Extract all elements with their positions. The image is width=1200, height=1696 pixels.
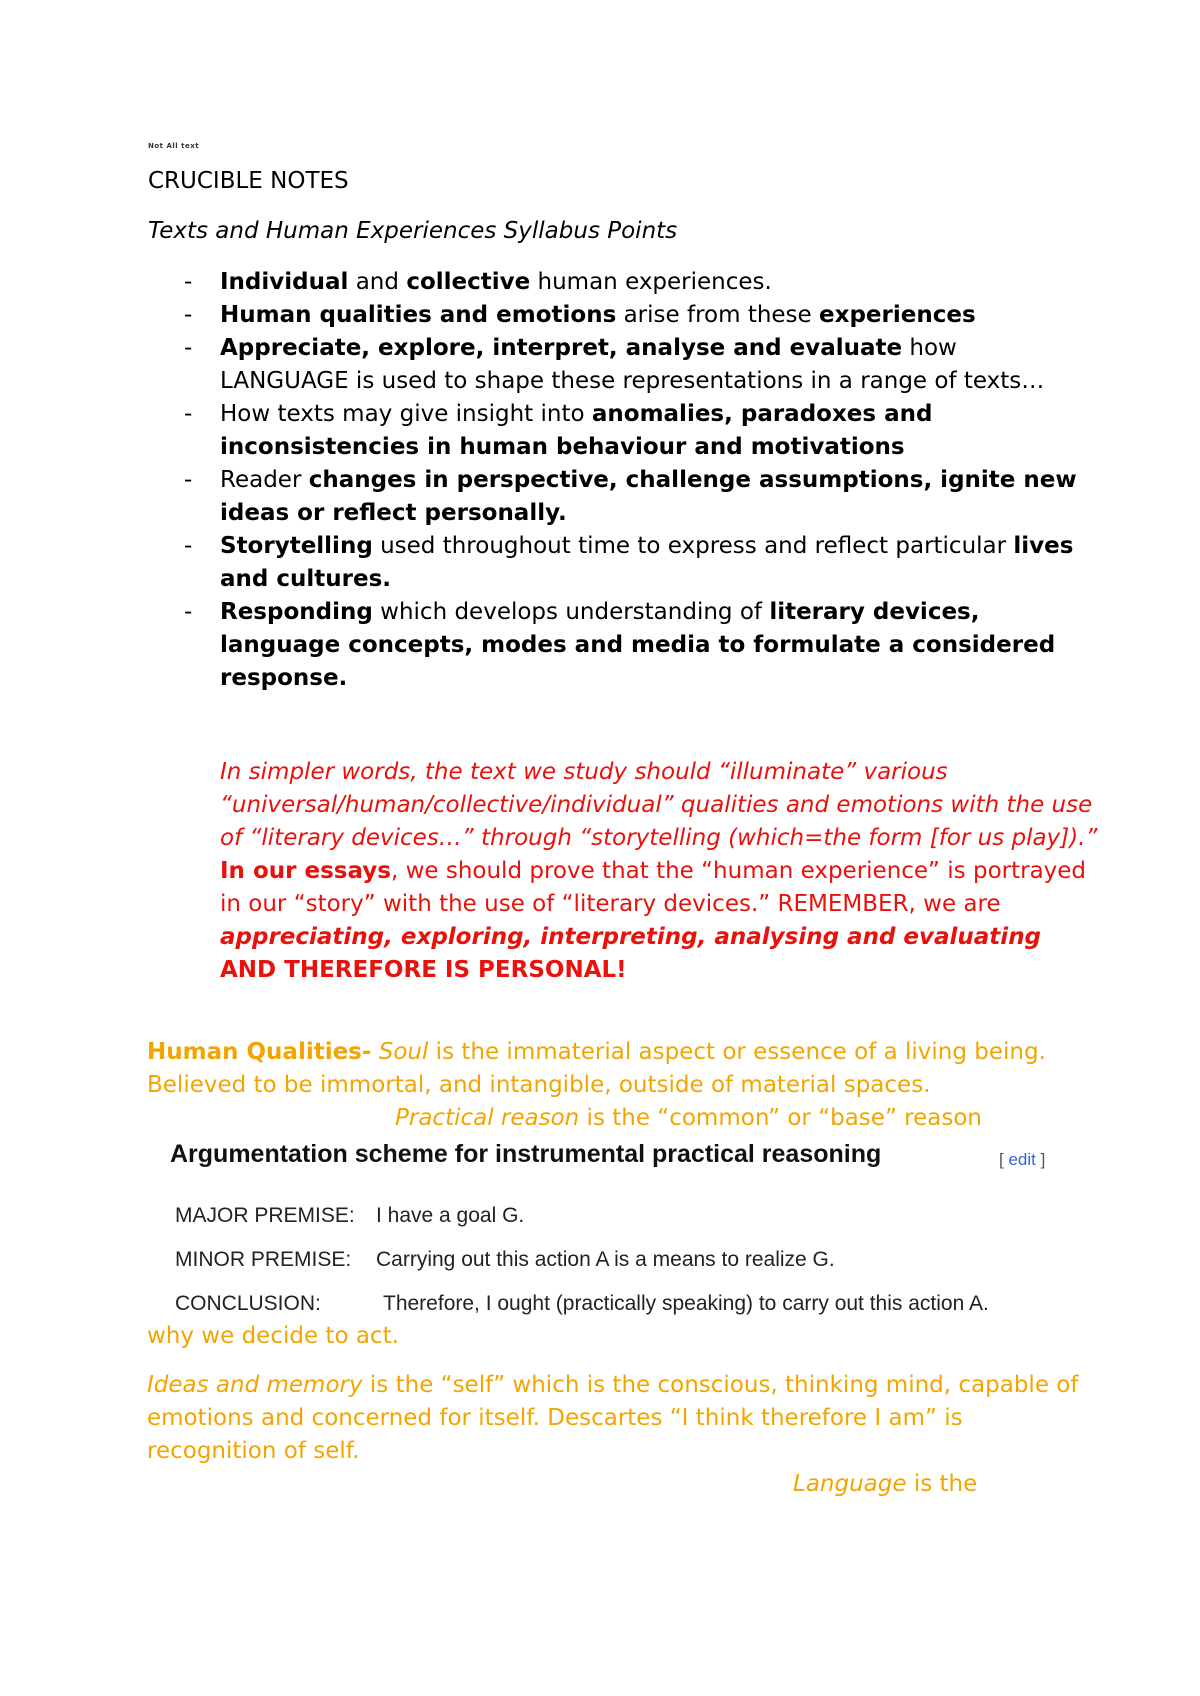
list-item-text: Storytelling [220,533,373,559]
conclusion-text: Therefore, I ought (practically speaking) to carry out this action A. [383,1292,989,1315]
list-item-text: human experiences. [530,269,772,295]
list-item-text: Individual [220,269,349,295]
language-line [793,1468,977,1501]
practical-reason-term: Practical reason [395,1105,580,1131]
red-note-block [220,756,1100,987]
remember-text: REMEMBER, we are [777,891,1001,917]
syllabus-points-list [148,266,1088,695]
essays-paragraph [220,855,1100,987]
minor-premise-label: MINOR PREMISE: [175,1248,352,1271]
edit-section [999,1150,1045,1170]
edit-bracket-close: ] [1035,1150,1046,1169]
page-title: CRUCIBLE NOTES [148,168,349,194]
soul-term: Soul [378,1039,429,1065]
essays-lead: In our essays [220,858,391,884]
major-premise-text: I have a goal G. [376,1204,525,1227]
list-item-text: How texts may give insight into [220,401,592,427]
language-term: Language [793,1471,907,1497]
list-item-text: which develops understanding of [372,599,770,625]
minor-premise-text: Carrying out this action A is a means to realize G. [376,1248,835,1271]
argumentation-title: Argumentation scheme for instrumental practical reasoning [170,1140,882,1168]
list-item [148,398,1088,464]
list-item [148,332,1088,398]
list-item-text: experiences [819,302,976,328]
page-subtitle: Texts and Human Experiences Syllabus Points [148,218,678,244]
list-item [148,464,1088,530]
language-rest: is the [906,1471,978,1497]
list-item-text: how LANGUAGE is used to shape these representations in a range of texts… [220,335,1045,394]
soul-definition: is the immaterial aspect or essence of a living being. Believed to be immortal, and intangible, outside of material spaces. [147,1039,1046,1098]
list-item-text: used throughout time to express and reflect particular [372,533,1014,559]
argumentation-scheme-image [148,1140,1098,1322]
list-item [148,299,1088,332]
list-item-text: Appreciate, explore, interpret, analyse and evaluate [220,335,903,361]
essays-text: , we should prove that the “human experience” is portrayed in our “story” with the use of “literary devices.” [220,858,1087,917]
practical-reason-line [395,1102,982,1135]
list-item-text: arise from these [616,302,820,328]
remember-verbs: appreciating, exploring, interpreting, analysing and evaluating [220,924,1042,950]
list-item-text: and [348,269,407,295]
list-item-text: lives and cultures. [220,533,1074,592]
ideas-definition: is the “self” which is the conscious, thinking mind, capable of emotions and concerned for itself. Descartes “I think therefore I am” is recognition of self. [147,1372,1079,1464]
simpler-words-paragraph: In simpler words, the text we study should “illuminate” various “universal/human/collective/individual” qualities and emotions with the use of “literary devices…” through “storytelling (which=the form [for us play]).” [220,759,1098,851]
edit-link[interactable]: edit [1008,1150,1036,1169]
list-item-text: literary devices, language concepts, modes and media to formulate a considered response. [220,599,1056,691]
list-item [148,596,1088,695]
list-item-text: anomalies, paradoxes and inconsistencies in human behaviour and motivations [220,401,933,460]
why-line: why we decide to act. [147,1323,399,1349]
practical-reason-definition: is the “common” or “base” reason [579,1105,982,1131]
list-item-text: Human qualities and emotions [220,302,617,328]
list-item [148,266,1088,299]
major-premise-label: MAJOR PREMISE: [175,1204,355,1227]
list-item-text: collective [406,269,531,295]
ideas-paragraph [147,1369,1087,1468]
remember-conclusion: AND THEREFORE IS PERSONAL! [220,957,627,983]
list-item-text: Responding [220,599,373,625]
human-qualities-paragraph [147,1036,1147,1102]
list-item [148,530,1088,596]
human-qualities-label: Human Qualities- [147,1039,372,1065]
list-item-text: changes in perspective, challenge assumptions, ignite new ideas or reflect personally. [220,467,1077,526]
edit-bracket-open: [ [999,1150,1009,1169]
list-item-text: Reader [220,467,309,493]
header-tiny-text: Not All text [148,142,200,150]
ideas-term: Ideas and memory [147,1372,363,1398]
conclusion-label: CONCLUSION: [175,1292,321,1315]
